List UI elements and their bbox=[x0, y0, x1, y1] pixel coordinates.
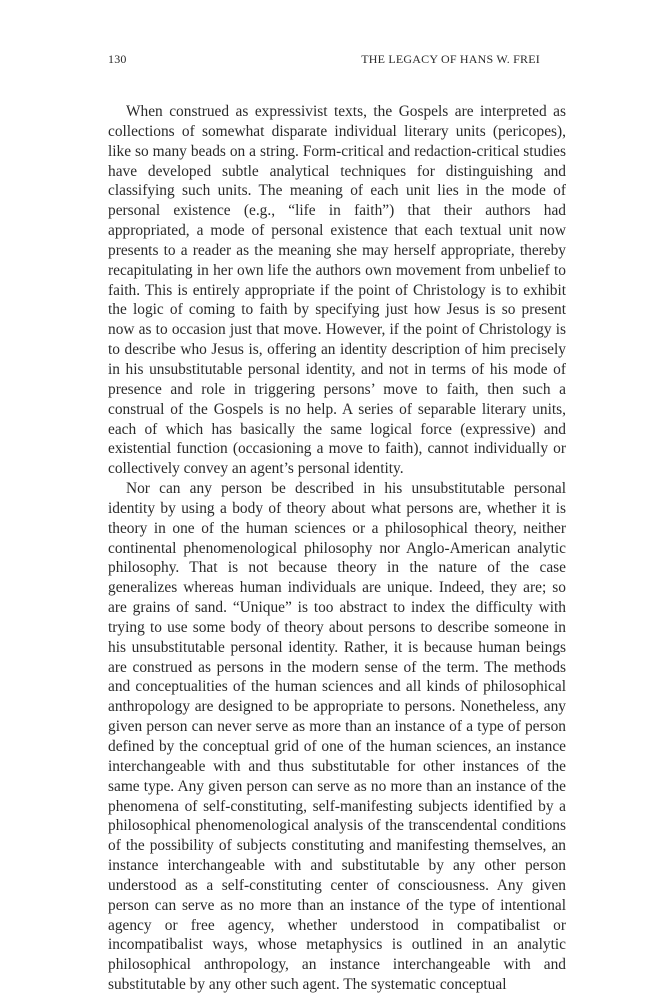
running-header bbox=[108, 52, 540, 72]
paragraph: When construed as expressivist texts, the Gospels are interpreted as collections of somewhat disparate individual literary units (pericopes), like so many beads on a string. Form-critical and redaction-critical studies have developed subtle analytical techniques for distinguishing and classifying such units. The meaning of each unit lies in the mode of personal existence (e.g., “life in faith”) that their authors had appropriated, a mode of personal existence that each textual unit now presents to a reader as the meaning she may herself appropriate, thereby recapitulating in her own life the authors own movement from unbelief to faith. This is entirely appropriate if the point of Christology is to exhibit the logic of coming to faith by specifying just how Jesus is so present now as to occasion just that move. However, if the point of Christology is to describe who Jesus is, offering an identity description of him precisely in his unsubstitutable personal identity, and not in terms of his mode of presence and role in triggering persons’ move to faith, then such a construal of the Gospels is no help. A series of separable literary units, each of which has basically the same logical force (expressive) and existential function (occasioning a move to faith), cannot individually or collectively convey an agent’s personal identity. bbox=[108, 103, 566, 478]
body-text bbox=[108, 102, 566, 995]
page-number: 130 bbox=[108, 52, 127, 66]
running-head-title: THE LEGACY OF HANS W. FREI bbox=[361, 52, 540, 66]
paragraph: Nor can any person be described in his unsubstitutable personal identity by using a body of theory about what persons are, whether it is theory in one of the human sciences or a philosophical theory, neither continental phenomenological philosophy nor Anglo-American analytic philosophy. That is not because theory in the nature of the case generalizes whereas human individuals are unique. Indeed, they are; so are grains of sand. “Unique” is too abstract to index the difficulty with trying to use some body of theory about persons to describe someone in his unsubstitutable personal identity. Rather, it is because human beings are construed as persons in the modern sense of the term. The methods and conceptualities of the human sciences and all kinds of philosophical anthropology are designed to be appropriate to persons. Nonetheless, any given person can never serve as more than an instance of a type of person defined by the conceptual grid of one of the human sciences, an instance interchangeable with and thus substitutable for other instances of the same type. Any given person can serve as no more than an instance of the phenomena of self-constituting, self-manifesting subjects identified by a philosophical phenomenological analysis of the transcendental conditions of the possibility of subjects constituting and manifesting themselves, an instance interchangeable with and substitutable by any other person understood as a self-constituting center of consciousness. Any given person can serve as no more than an instance of the type of intentional agency or free agency, whether understood in compatibalist or incompatibalist ways, whose metaphysics is outlined in an analytic philosophical anthropology, an instance interchangeable with and substitutable by any other such agent. The systematic conceptual bbox=[108, 480, 566, 994]
